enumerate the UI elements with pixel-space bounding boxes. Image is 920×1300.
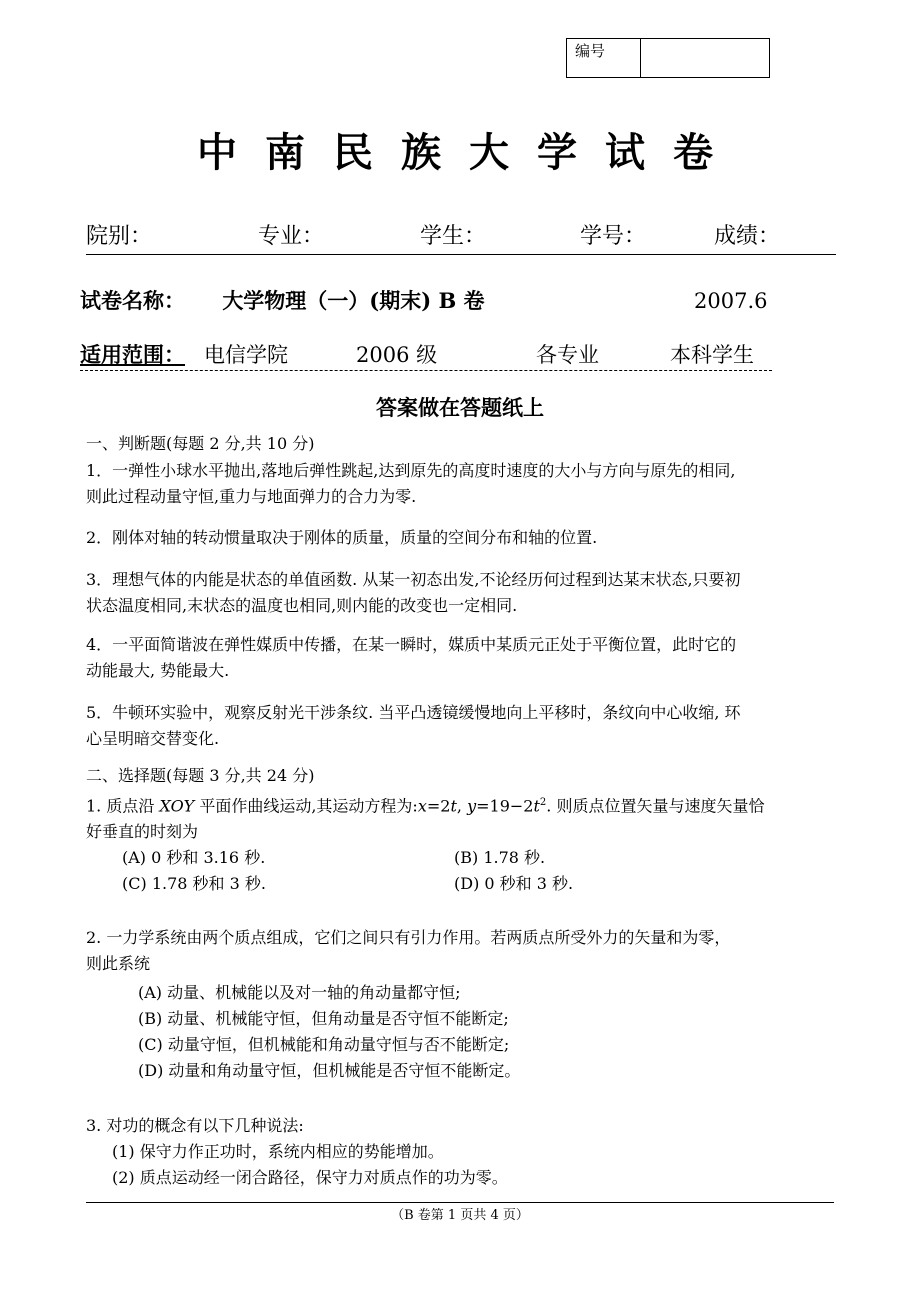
student-label: 学生：	[420, 224, 487, 249]
question-line: 动能最大, 势能最大.	[86, 661, 230, 680]
major-label: 专业：	[258, 224, 325, 249]
choice-question-1	[86, 790, 764, 845]
footer-divider	[86, 1202, 834, 1203]
question-line: 2. 一力学系统由两个质点组成，它们之间只有引力作用。若两质点所受外力的矢量和为零，	[86, 928, 731, 947]
scope-students: 本科学生	[670, 343, 754, 367]
scope-college: 电信学院	[204, 343, 288, 367]
exam-scope-line	[80, 340, 772, 371]
scope-grade: 2006 级	[356, 343, 438, 367]
q1-option-b: (B) 1.78 秒.	[454, 848, 546, 867]
question-line: 好垂直的时刻为	[86, 822, 199, 842]
question-line: 4．一平面简谐波在弹性媒质中传播，在某一瞬时，媒质中某质元正处于平衡位置，此时它的	[86, 635, 737, 654]
serial-number-label: 编号	[567, 39, 641, 77]
q2-option-c: (C) 动量守恒，但机械能和角动量守恒与否不能断定;	[138, 1035, 510, 1054]
question-line: 3．理想气体的内能是状态的单值函数. 从某一初态出发,不论经历何过程到达某末状态,只要初	[86, 570, 741, 589]
score-label: 成绩：	[714, 224, 781, 249]
question-line: 则此系统	[86, 954, 151, 973]
q1-option-a: (A) 0 秒和 3.16 秒.	[122, 848, 266, 867]
page-title: 中南民族大学试卷	[197, 129, 741, 176]
exam-name-label: 试卷名称：	[80, 289, 185, 313]
student-id-label: 学号：	[580, 224, 647, 249]
judge-question-1	[86, 458, 735, 510]
judge-question-3	[86, 567, 741, 619]
question-line: 则此过程动量守恒,重力与地面弹力的合力为零.	[86, 487, 417, 506]
question-line: 5．牛顿环实验中，观察反射光干涉条纹. 当平凸透镜缓慢地向上平移时，条纹向中心收缩, 环	[86, 703, 741, 722]
scope-major: 各专业	[536, 343, 599, 367]
q2-option-a: (A) 动量、机械能以及对一轴的角动量都守恒;	[138, 983, 461, 1002]
choice-question-3: 3. 对功的概念有以下几种说法:	[86, 1116, 304, 1135]
question-line: 1. 质点沿 XOY 平面作曲线运动,其运动方程为:x=2t, $y=19-2t^2$. 则质点位置矢量与速度矢量恰	[86, 796, 765, 816]
q1-option-c: (C) 1.78 秒和 3 秒.	[122, 874, 266, 893]
answer-notice: 答案做在答题纸上	[376, 396, 544, 420]
section2-heading: 二、选择题(每题 3 分,共 24 分)	[86, 766, 315, 785]
question-line: 心呈明暗交替变化.	[86, 729, 220, 748]
question-line: 状态温度相同,末状态的温度也相同,则内能的改变也一定相同.	[86, 596, 518, 615]
question-line: 1．一弹性小球水平抛出,落地后弹性跳起,达到原先的高度时速度的大小与方向与原先的相同,	[86, 461, 736, 480]
q2-option-b: (B) 动量、机械能守恒，但角动量是否守恒不能断定;	[138, 1009, 509, 1028]
page-number: （B 卷第 1 页共 4 页）	[391, 1208, 529, 1223]
serial-number-box	[566, 38, 770, 78]
serial-number-field[interactable]	[642, 39, 769, 77]
scope-label: 适用范围：	[80, 343, 185, 367]
judge-question-2	[86, 525, 597, 551]
section1-heading: 一、判断题(每题 2 分,共 10 分)	[86, 434, 315, 453]
exam-name: 大学物理（一）(期末) B 卷	[222, 288, 485, 313]
department-label: 院别：	[86, 224, 153, 249]
q3-statement-1: (1) 保守力作正功时，系统内相应的势能增加。	[112, 1142, 444, 1161]
judge-question-4	[86, 632, 736, 684]
q1-option-d: (D) 0 秒和 3 秒.	[454, 874, 574, 893]
student-info-row	[86, 222, 836, 255]
exam-name-line	[80, 286, 485, 316]
choice-question-2	[86, 925, 730, 977]
question-line: 2．刚体对轴的转动惯量取决于刚体的质量，质量的空间分布和轴的位置.	[86, 528, 598, 547]
q3-statement-2: (2) 质点运动经一闭合路径，保守力对质点作的功为零。	[112, 1168, 508, 1187]
q2-option-d: (D) 动量和角动量守恒，但机械能是否守恒不能断定。	[138, 1061, 521, 1080]
exam-date: 2007.6	[694, 289, 768, 313]
judge-question-5	[86, 700, 741, 752]
